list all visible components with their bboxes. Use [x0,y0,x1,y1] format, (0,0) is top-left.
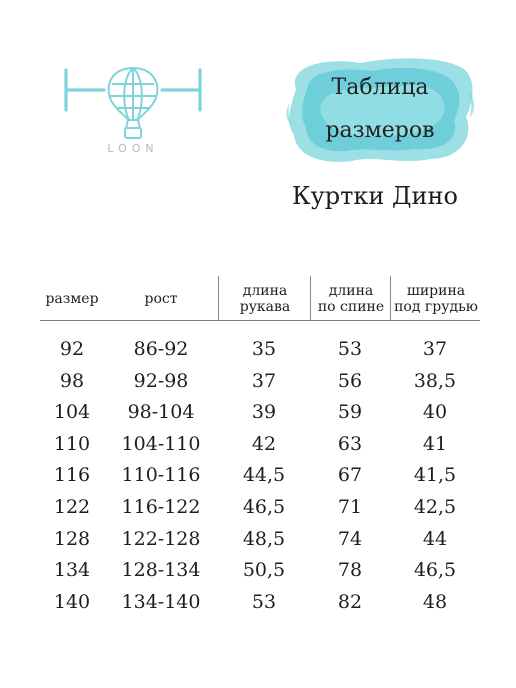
cell-sleeve: 44,5 [242,464,286,487]
table-row [40,555,480,587]
cell-height: 92-98 [133,369,189,392]
table-row [40,524,480,556]
header-back-length: длина по спине [310,276,391,321]
cell-back: 74 [337,527,363,550]
cell-back: 67 [337,464,363,487]
cell-size: 122 [53,495,91,518]
cell-height: 86-92 [133,338,189,360]
cell-height: 104-110 [121,432,201,455]
header-size: размер [45,290,99,307]
cell-back: 63 [337,432,363,455]
cell-sleeve: 35 [251,338,277,360]
table-row [40,429,480,461]
cell-back: 78 [337,559,363,582]
header-chest-width: ширина под грудью [390,276,481,321]
cell-back: 53 [337,338,363,360]
product-title: Куртки Дино [292,182,458,210]
cell-size: 110 [53,432,91,455]
cell-height: 134-140 [121,590,201,613]
cell-sleeve: 42 [251,432,277,455]
cell-chest: 37 [422,338,448,360]
cell-size: 134 [53,559,91,582]
cell-sleeve: 50,5 [242,559,286,582]
cell-size: 92 [59,338,85,360]
cell-chest: 38,5 [413,369,457,392]
hot-air-balloon-logo-icon [58,66,208,142]
cell-chest: 41 [422,432,448,455]
table-row [40,492,480,524]
badge-title-line2: размеров [325,118,435,143]
cell-sleeve: 39 [251,401,277,424]
cell-chest: 46,5 [413,559,457,582]
table-row [40,397,480,429]
brand-logo [58,66,208,158]
header-sleeve-length: длина рукава [218,276,311,321]
cell-size: 116 [53,464,91,487]
cell-sleeve: 48,5 [242,527,286,550]
cell-chest: 41,5 [413,464,457,487]
cell-back: 82 [337,590,363,613]
cell-chest: 48 [422,590,448,613]
cell-sleeve: 37 [251,369,277,392]
header-height: рост [144,290,178,307]
brand-name: LOON [107,142,159,155]
cell-chest: 44 [422,527,448,550]
cell-height: 110-116 [121,464,201,487]
size-table [40,276,480,618]
cell-size: 128 [53,527,91,550]
cell-size: 140 [53,590,91,613]
table-row [40,460,480,492]
table-body [40,334,480,618]
table-row [40,334,480,366]
cell-back: 71 [337,495,363,518]
cell-sleeve: 46,5 [242,495,286,518]
badge-title-line1: Таблица [331,75,429,100]
cell-chest: 42,5 [413,495,457,518]
cell-height: 128-134 [121,559,201,582]
table-row [40,366,480,398]
cell-back: 56 [337,369,363,392]
cell-height: 116-122 [121,495,201,518]
cell-height: 122-128 [121,527,201,550]
size-chart-badge [282,55,478,169]
watercolor-splash-icon [282,55,478,169]
cell-sleeve: 53 [251,590,277,613]
cell-back: 59 [337,401,363,424]
cell-size: 98 [59,369,85,392]
cell-size: 104 [53,401,91,424]
table-header [40,276,480,321]
cell-chest: 40 [422,401,448,424]
cell-height: 98-104 [127,401,195,424]
table-row [40,587,480,619]
